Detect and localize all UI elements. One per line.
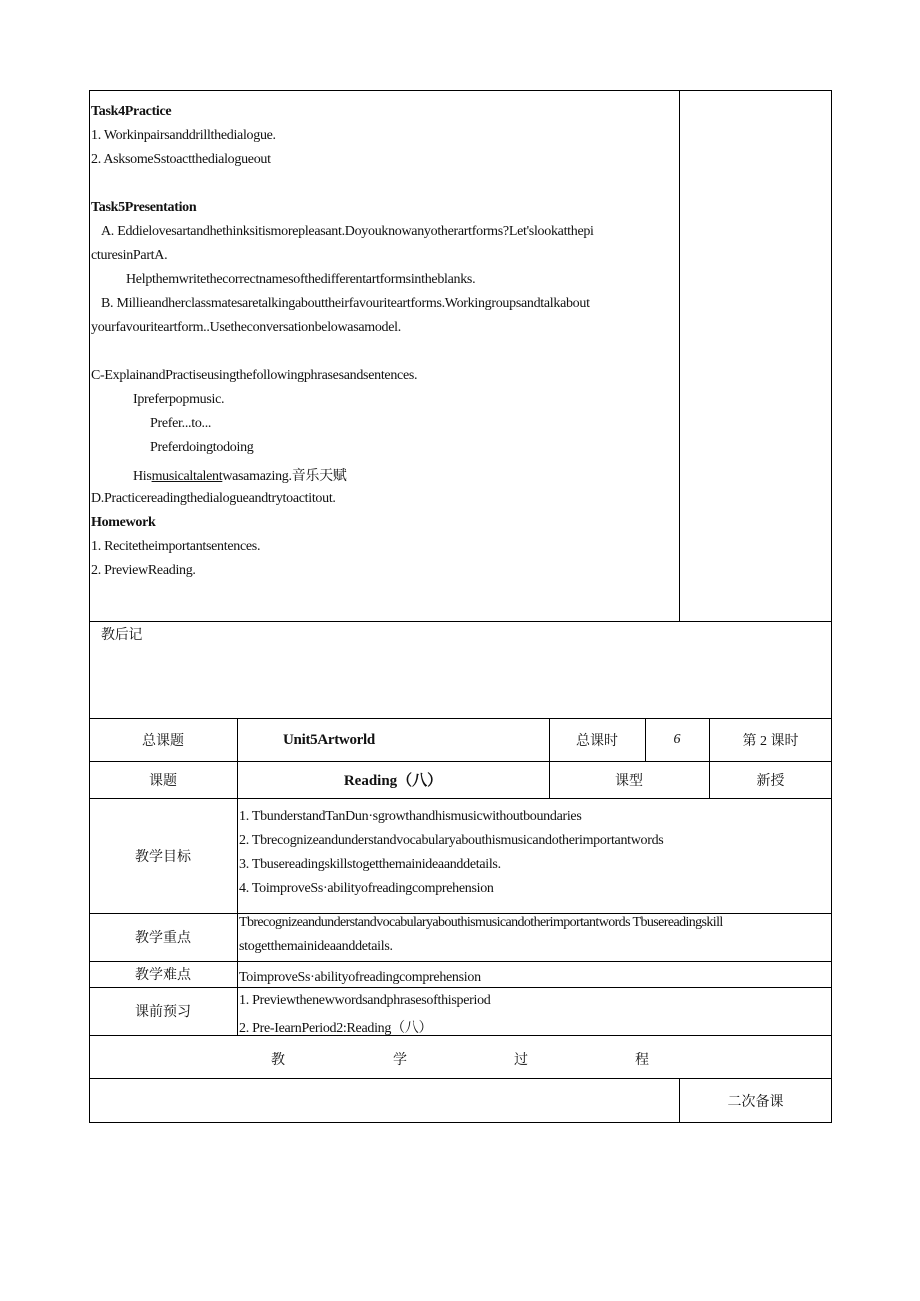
task5-line-4: B. Millieandherclassmatesaretalkingabouttheirfavouriteartforms.Workingroupsandtalkabout: [101, 296, 590, 311]
process-char-3: 过: [514, 1053, 528, 1068]
c-line: C-ExplainandPractiseusingthefollowingphrasesandsentences.: [91, 368, 418, 383]
task5-heading: Task5Presentation: [91, 200, 197, 215]
d-line: D.Practicereadingthedialogueandtrytoactitout.: [91, 491, 336, 506]
total-topic-value: Unit5Artworld: [283, 732, 375, 748]
divider-row6: [89, 1035, 832, 1036]
divider-after-top: [89, 621, 832, 622]
goal-2: 2. Tbrecognizeandunderstandvocabularyabouthismusicandotherimportantwords: [239, 833, 664, 848]
phrase-3: Preferdoingtodoing: [150, 440, 254, 455]
talent-line: [133, 465, 347, 485]
keypoints-line-2: stogetthemainideaanddetails.: [239, 939, 393, 954]
task5-line-2: cturesinPartA.: [91, 248, 168, 263]
task4-item-2: 2. AsksomeSstoactthedialogueout: [91, 152, 271, 167]
preview-item-2: 2. Pre-IearnPeriod2:Reading（八）: [239, 1021, 433, 1036]
process-char-4: 程: [635, 1053, 649, 1068]
homework-item-2: 2. PreviewReading.: [91, 563, 196, 578]
goal-3: 3. Tbusereadingskillstogetthemainideaanddetails.: [239, 857, 501, 872]
talent-underlined: musicaltalent: [151, 469, 223, 484]
task4-heading: Task4Practice: [91, 104, 172, 119]
period-label: 第 2 课时: [742, 733, 799, 749]
task5-line-1: A. Eddielovesartandhethinksitismorepleasant.Doyouknowanyotherartforms?Let'slookatthepi: [101, 224, 594, 239]
process-char-1: 教: [271, 1053, 285, 1068]
goal-1: 1. TbunderstandTanDun·sgrowthandhismusicwithoutboundaries: [239, 809, 582, 824]
topic-label: 课题: [149, 773, 177, 789]
total-hours-value: 6: [673, 731, 681, 747]
task5-line-5: yourfavouriteartform..Usetheconversationbelowasamodel.: [91, 320, 401, 335]
type-label: 课型: [615, 773, 643, 789]
task4-item-1: 1. Workinpairsanddrillthedialogue.: [91, 128, 276, 143]
preview-label: 课前预习: [135, 1005, 191, 1020]
homework-item-1: 1. Recitetheimportantsentences.: [91, 539, 261, 554]
talent-post: wasamazing.音乐天赋: [222, 469, 347, 484]
preview-item-1: 1. Previewthenewwordsandphrasesofthisperiod: [239, 993, 491, 1008]
process-char-2: 学: [393, 1053, 407, 1068]
homework-heading: Homework: [91, 515, 156, 530]
reflection-label: 教后记: [101, 628, 143, 643]
top-right-column-divider: [679, 90, 680, 622]
difficulties-value: ToimproveSs·abilityofreadingcomprehension: [239, 970, 481, 985]
task5-line-3: Helpthemwritethecorrectnamesofthedifferentartformsintheblanks.: [126, 272, 476, 287]
second-prep-label: 二次备课: [727, 1094, 784, 1110]
talent-pre: His: [133, 469, 152, 484]
keypoints-line-1: Tbrecognizeandunderstandvocabularyabouthismusicandotherimportantwords Tbusereadingskill: [239, 915, 723, 930]
difficulties-label: 教学难点: [135, 968, 191, 983]
goals-label: 教学目标: [135, 849, 191, 865]
topic-value: Reading（八）: [343, 773, 443, 789]
phrase-1: Ipreferpopmusic.: [133, 392, 225, 407]
phrase-2: Prefer...to...: [150, 416, 212, 431]
keypoints-label: 教学重点: [135, 931, 191, 946]
total-hours-label: 总课时: [576, 733, 618, 749]
type-value: 新授: [756, 773, 785, 789]
goal-4: 4. ToimproveSs·abilityofreadingcomprehension: [239, 881, 494, 896]
total-topic-label: 总课题: [142, 733, 184, 749]
